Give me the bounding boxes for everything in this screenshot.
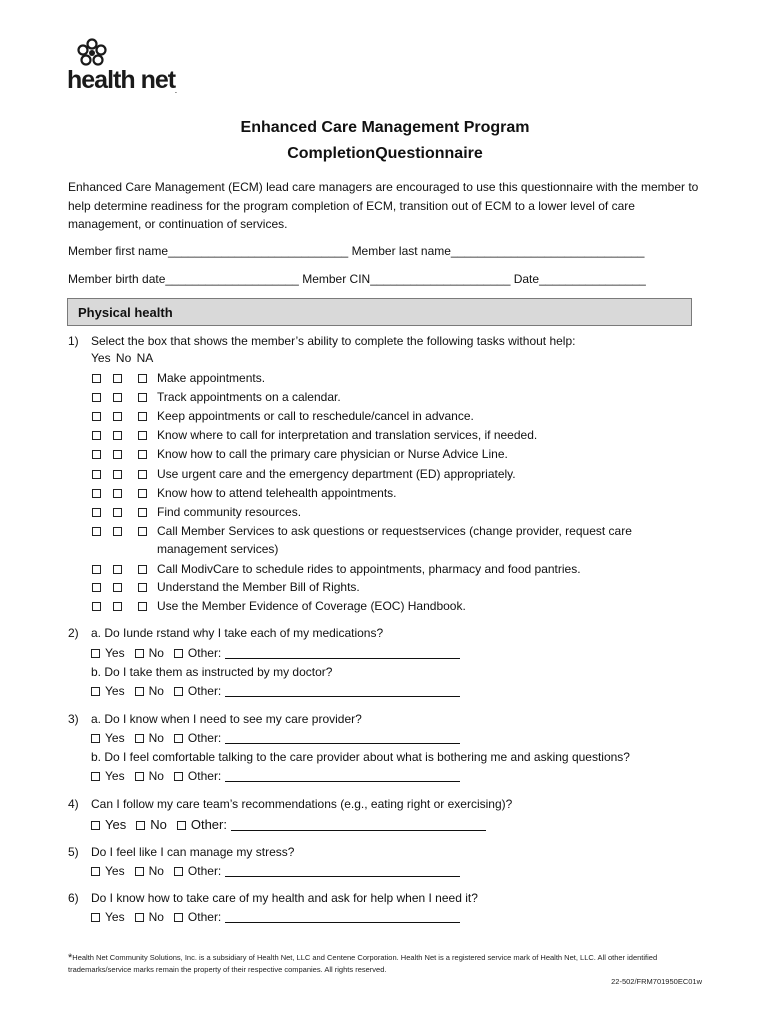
option-label: No bbox=[148, 864, 164, 878]
checkbox-yes[interactable] bbox=[91, 821, 100, 830]
question-number: 2) bbox=[68, 626, 79, 640]
checkbox-no[interactable] bbox=[113, 470, 122, 479]
checkbox-na[interactable] bbox=[138, 583, 147, 592]
checkbox-yes[interactable] bbox=[91, 649, 100, 658]
task-continuation: management services) bbox=[157, 542, 279, 556]
checkbox-yes[interactable] bbox=[91, 687, 100, 696]
question-3b-options bbox=[91, 769, 470, 783]
other-text-field[interactable] bbox=[231, 819, 486, 831]
checkbox-no[interactable] bbox=[113, 489, 122, 498]
checkbox-other[interactable] bbox=[174, 734, 183, 743]
checkbox-other[interactable] bbox=[174, 649, 183, 658]
question-2a-text: a. Do Iunde rstand why I take each of my medications? bbox=[91, 626, 384, 640]
checkbox-other[interactable] bbox=[174, 772, 183, 781]
checkbox-no[interactable] bbox=[113, 583, 122, 592]
option-yes[interactable] bbox=[91, 817, 126, 832]
checkbox-yes[interactable] bbox=[92, 412, 101, 421]
option-label: Yes bbox=[105, 817, 127, 832]
question-6-options bbox=[91, 910, 470, 924]
option-no[interactable] bbox=[135, 646, 164, 660]
other-text-field[interactable] bbox=[225, 685, 460, 697]
checkbox-no[interactable] bbox=[113, 602, 122, 611]
question-1-text: Select the box that shows the member’s ability to complete the following tasks without help: bbox=[91, 334, 576, 348]
option-other[interactable] bbox=[177, 817, 486, 832]
option-label: No bbox=[148, 769, 164, 783]
option-label: Other: bbox=[190, 817, 227, 832]
option-yes[interactable] bbox=[91, 646, 125, 660]
checkbox-other[interactable] bbox=[174, 913, 183, 922]
checkbox-no[interactable] bbox=[113, 431, 122, 440]
section-header-physical-health bbox=[67, 298, 692, 326]
option-other[interactable] bbox=[174, 769, 460, 783]
option-no[interactable] bbox=[135, 731, 164, 745]
question-4-text: Can I follow my care team’s recommendations (e.g., eating right or exercising)? bbox=[91, 797, 513, 811]
checkbox-na[interactable] bbox=[138, 412, 147, 421]
task-label: Find community resources. bbox=[157, 505, 302, 519]
other-text-field[interactable] bbox=[225, 911, 460, 923]
intro-paragraph: Enhanced Care Management (ECM) lead care managers are encouraged to use this questionnaire with the member to help determine readiness for the program completion of ECM, transition out of ECM to a lower level of care management, or continuation of services. bbox=[68, 180, 699, 231]
checkbox-no[interactable] bbox=[135, 687, 144, 696]
checkbox-no[interactable] bbox=[113, 527, 122, 536]
member-birth-date-field[interactable]: Member birth date____________________ bbox=[68, 272, 299, 286]
section-title: Physical health bbox=[78, 305, 173, 320]
question-2b-options bbox=[91, 684, 470, 698]
checkbox-yes[interactable] bbox=[91, 867, 100, 876]
option-label: Other: bbox=[187, 646, 222, 660]
option-yes[interactable] bbox=[91, 684, 125, 698]
question-number: 3) bbox=[68, 712, 79, 726]
task-label: Call ModivCare to schedule rides to appointments, pharmacy and food pantries. bbox=[157, 562, 581, 576]
checkbox-na[interactable] bbox=[138, 431, 147, 440]
option-label: Other: bbox=[187, 910, 222, 924]
checkbox-no[interactable] bbox=[113, 450, 122, 459]
question-3b-text: b. Do I feel comfortable talking to the care provider about what is bothering me and asking questions? bbox=[91, 750, 630, 764]
question-2b-text: b. Do I take them as instructed by my doctor? bbox=[91, 665, 333, 679]
option-label: Yes bbox=[105, 731, 125, 745]
checkbox-yes[interactable] bbox=[92, 583, 101, 592]
checkbox-yes[interactable] bbox=[91, 734, 100, 743]
question-5-options bbox=[91, 864, 470, 878]
checkbox-yes[interactable] bbox=[92, 393, 101, 402]
option-label: No bbox=[148, 684, 164, 698]
option-no[interactable] bbox=[135, 910, 164, 924]
checkbox-no[interactable] bbox=[113, 412, 122, 421]
option-yes[interactable] bbox=[91, 731, 125, 745]
logo-wordmark: health net. bbox=[67, 66, 177, 95]
footnote: *Health Net Community Solutions, Inc. is a subsidiary of Health Net, LLC and Centene Corporation. Health Net is a registered service mark of Health Net, LLC. All other identified trademarks/service marks remain the property of their respective companies. All rights reserved. bbox=[68, 952, 658, 974]
checkbox-yes[interactable] bbox=[92, 489, 101, 498]
task-label: Know where to call for interpretation and translation services, if needed. bbox=[157, 428, 538, 442]
option-label: No bbox=[148, 731, 164, 745]
question-number: 6) bbox=[68, 891, 79, 905]
checkbox-no[interactable] bbox=[135, 734, 144, 743]
checkbox-no[interactable] bbox=[113, 393, 122, 402]
checkbox-yes[interactable] bbox=[92, 450, 101, 459]
option-label: Other: bbox=[187, 684, 222, 698]
option-label: Yes bbox=[105, 684, 125, 698]
other-text-field[interactable] bbox=[225, 770, 460, 782]
checkbox-other[interactable] bbox=[174, 687, 183, 696]
checkbox-other[interactable] bbox=[177, 821, 186, 830]
checkbox-na[interactable] bbox=[138, 527, 147, 536]
option-yes[interactable] bbox=[91, 769, 125, 783]
option-label: No bbox=[148, 646, 164, 660]
option-label: Yes bbox=[105, 769, 125, 783]
checkbox-no[interactable] bbox=[135, 913, 144, 922]
question-3a-text: a. Do I know when I need to see my care provider? bbox=[91, 712, 362, 726]
form-code: 22-502/FRM701950EC01w bbox=[611, 977, 702, 986]
checkbox-na[interactable] bbox=[138, 565, 147, 574]
option-label: No bbox=[148, 910, 164, 924]
yes-no-na-header: Yes No NA bbox=[91, 351, 154, 365]
task-label: Use the Member Evidence of Coverage (EOC) Handbook. bbox=[157, 599, 466, 613]
checkbox-na[interactable] bbox=[138, 489, 147, 498]
question-3a-options bbox=[91, 731, 470, 745]
option-label: Yes bbox=[105, 646, 125, 660]
question-number: 4) bbox=[68, 797, 79, 811]
option-no[interactable] bbox=[136, 817, 167, 832]
option-yes[interactable] bbox=[91, 864, 125, 878]
checkbox-na[interactable] bbox=[138, 602, 147, 611]
task-label: Call Member Services to ask questions or requestservices (change provider, request care bbox=[157, 524, 632, 538]
member-info-fields bbox=[68, 272, 646, 286]
task-label: Keep appointments or call to reschedule/cancel in advance. bbox=[157, 409, 474, 423]
task-label: Understand the Member Bill of Rights. bbox=[157, 580, 360, 594]
checkbox-yes[interactable] bbox=[91, 772, 100, 781]
checkbox-na[interactable] bbox=[138, 374, 147, 383]
option-other[interactable] bbox=[174, 864, 460, 878]
member-name-fields bbox=[68, 244, 644, 258]
task-label: Make appointments. bbox=[157, 371, 266, 385]
task-label: Use urgent care and the emergency department (ED) appropriately. bbox=[157, 467, 516, 481]
question-6-text: Do I know how to take care of my health and ask for help when I need it? bbox=[91, 891, 478, 905]
option-other[interactable] bbox=[174, 684, 460, 698]
checkbox-yes[interactable] bbox=[92, 602, 101, 611]
option-label: Yes bbox=[105, 864, 125, 878]
member-first-name-field[interactable]: Member first name___________________________ bbox=[68, 244, 349, 258]
document-title: Enhanced Care Management Program bbox=[240, 119, 530, 136]
option-yes[interactable] bbox=[91, 910, 125, 924]
option-no[interactable] bbox=[135, 769, 164, 783]
option-label: Other: bbox=[187, 731, 222, 745]
option-no[interactable] bbox=[135, 864, 164, 878]
checkbox-yes[interactable] bbox=[91, 913, 100, 922]
document-subtitle: CompletionQuestionnaire bbox=[287, 145, 483, 162]
option-no[interactable] bbox=[135, 684, 164, 698]
checkbox-yes[interactable] bbox=[92, 527, 101, 536]
checkbox-na[interactable] bbox=[138, 470, 147, 479]
checkbox-yes[interactable] bbox=[92, 508, 101, 517]
checkbox-no[interactable] bbox=[135, 772, 144, 781]
checkbox-no[interactable] bbox=[135, 649, 144, 658]
option-other[interactable] bbox=[174, 731, 460, 745]
option-label: Other: bbox=[187, 769, 222, 783]
checkbox-yes[interactable] bbox=[92, 565, 101, 574]
option-label: Yes bbox=[105, 910, 125, 924]
checkbox-yes[interactable] bbox=[92, 431, 101, 440]
checkbox-na[interactable] bbox=[138, 450, 147, 459]
checkbox-na[interactable] bbox=[138, 508, 147, 517]
other-text-field[interactable] bbox=[225, 865, 460, 877]
health-net-logo bbox=[67, 38, 187, 94]
checkbox-no[interactable] bbox=[136, 821, 145, 830]
other-text-field[interactable] bbox=[225, 732, 460, 744]
date-field[interactable]: Date________________ bbox=[513, 272, 646, 286]
option-other[interactable] bbox=[174, 646, 460, 660]
option-label: Other: bbox=[187, 864, 222, 878]
question-5-text: Do I feel like I can manage my stress? bbox=[91, 845, 295, 859]
option-other[interactable] bbox=[174, 910, 460, 924]
other-text-field[interactable] bbox=[225, 647, 460, 659]
checkbox-yes[interactable] bbox=[92, 374, 101, 383]
task-label: Track appointments on a calendar. bbox=[157, 390, 341, 404]
option-label: No bbox=[150, 817, 167, 832]
checkbox-no[interactable] bbox=[113, 508, 122, 517]
question-2a-options bbox=[91, 646, 470, 660]
checkbox-yes[interactable] bbox=[92, 470, 101, 479]
task-label: Know how to attend telehealth appointments. bbox=[157, 486, 397, 500]
question-number: 5) bbox=[68, 845, 79, 859]
question-4-options bbox=[91, 817, 496, 832]
task-label: Know how to call the primary care physician or Nurse Advice Line. bbox=[157, 447, 508, 461]
question-number: 1) bbox=[68, 334, 79, 348]
checkbox-no[interactable] bbox=[113, 565, 122, 574]
member-cin-field[interactable]: Member CIN_____________________ bbox=[302, 272, 511, 286]
checkbox-no[interactable] bbox=[113, 374, 122, 383]
checkbox-na[interactable] bbox=[138, 393, 147, 402]
member-last-name-field[interactable]: Member last name_____________________________ bbox=[351, 244, 645, 258]
health-net-flower-icon bbox=[77, 38, 107, 68]
checkbox-no[interactable] bbox=[135, 867, 144, 876]
checkbox-other[interactable] bbox=[174, 867, 183, 876]
